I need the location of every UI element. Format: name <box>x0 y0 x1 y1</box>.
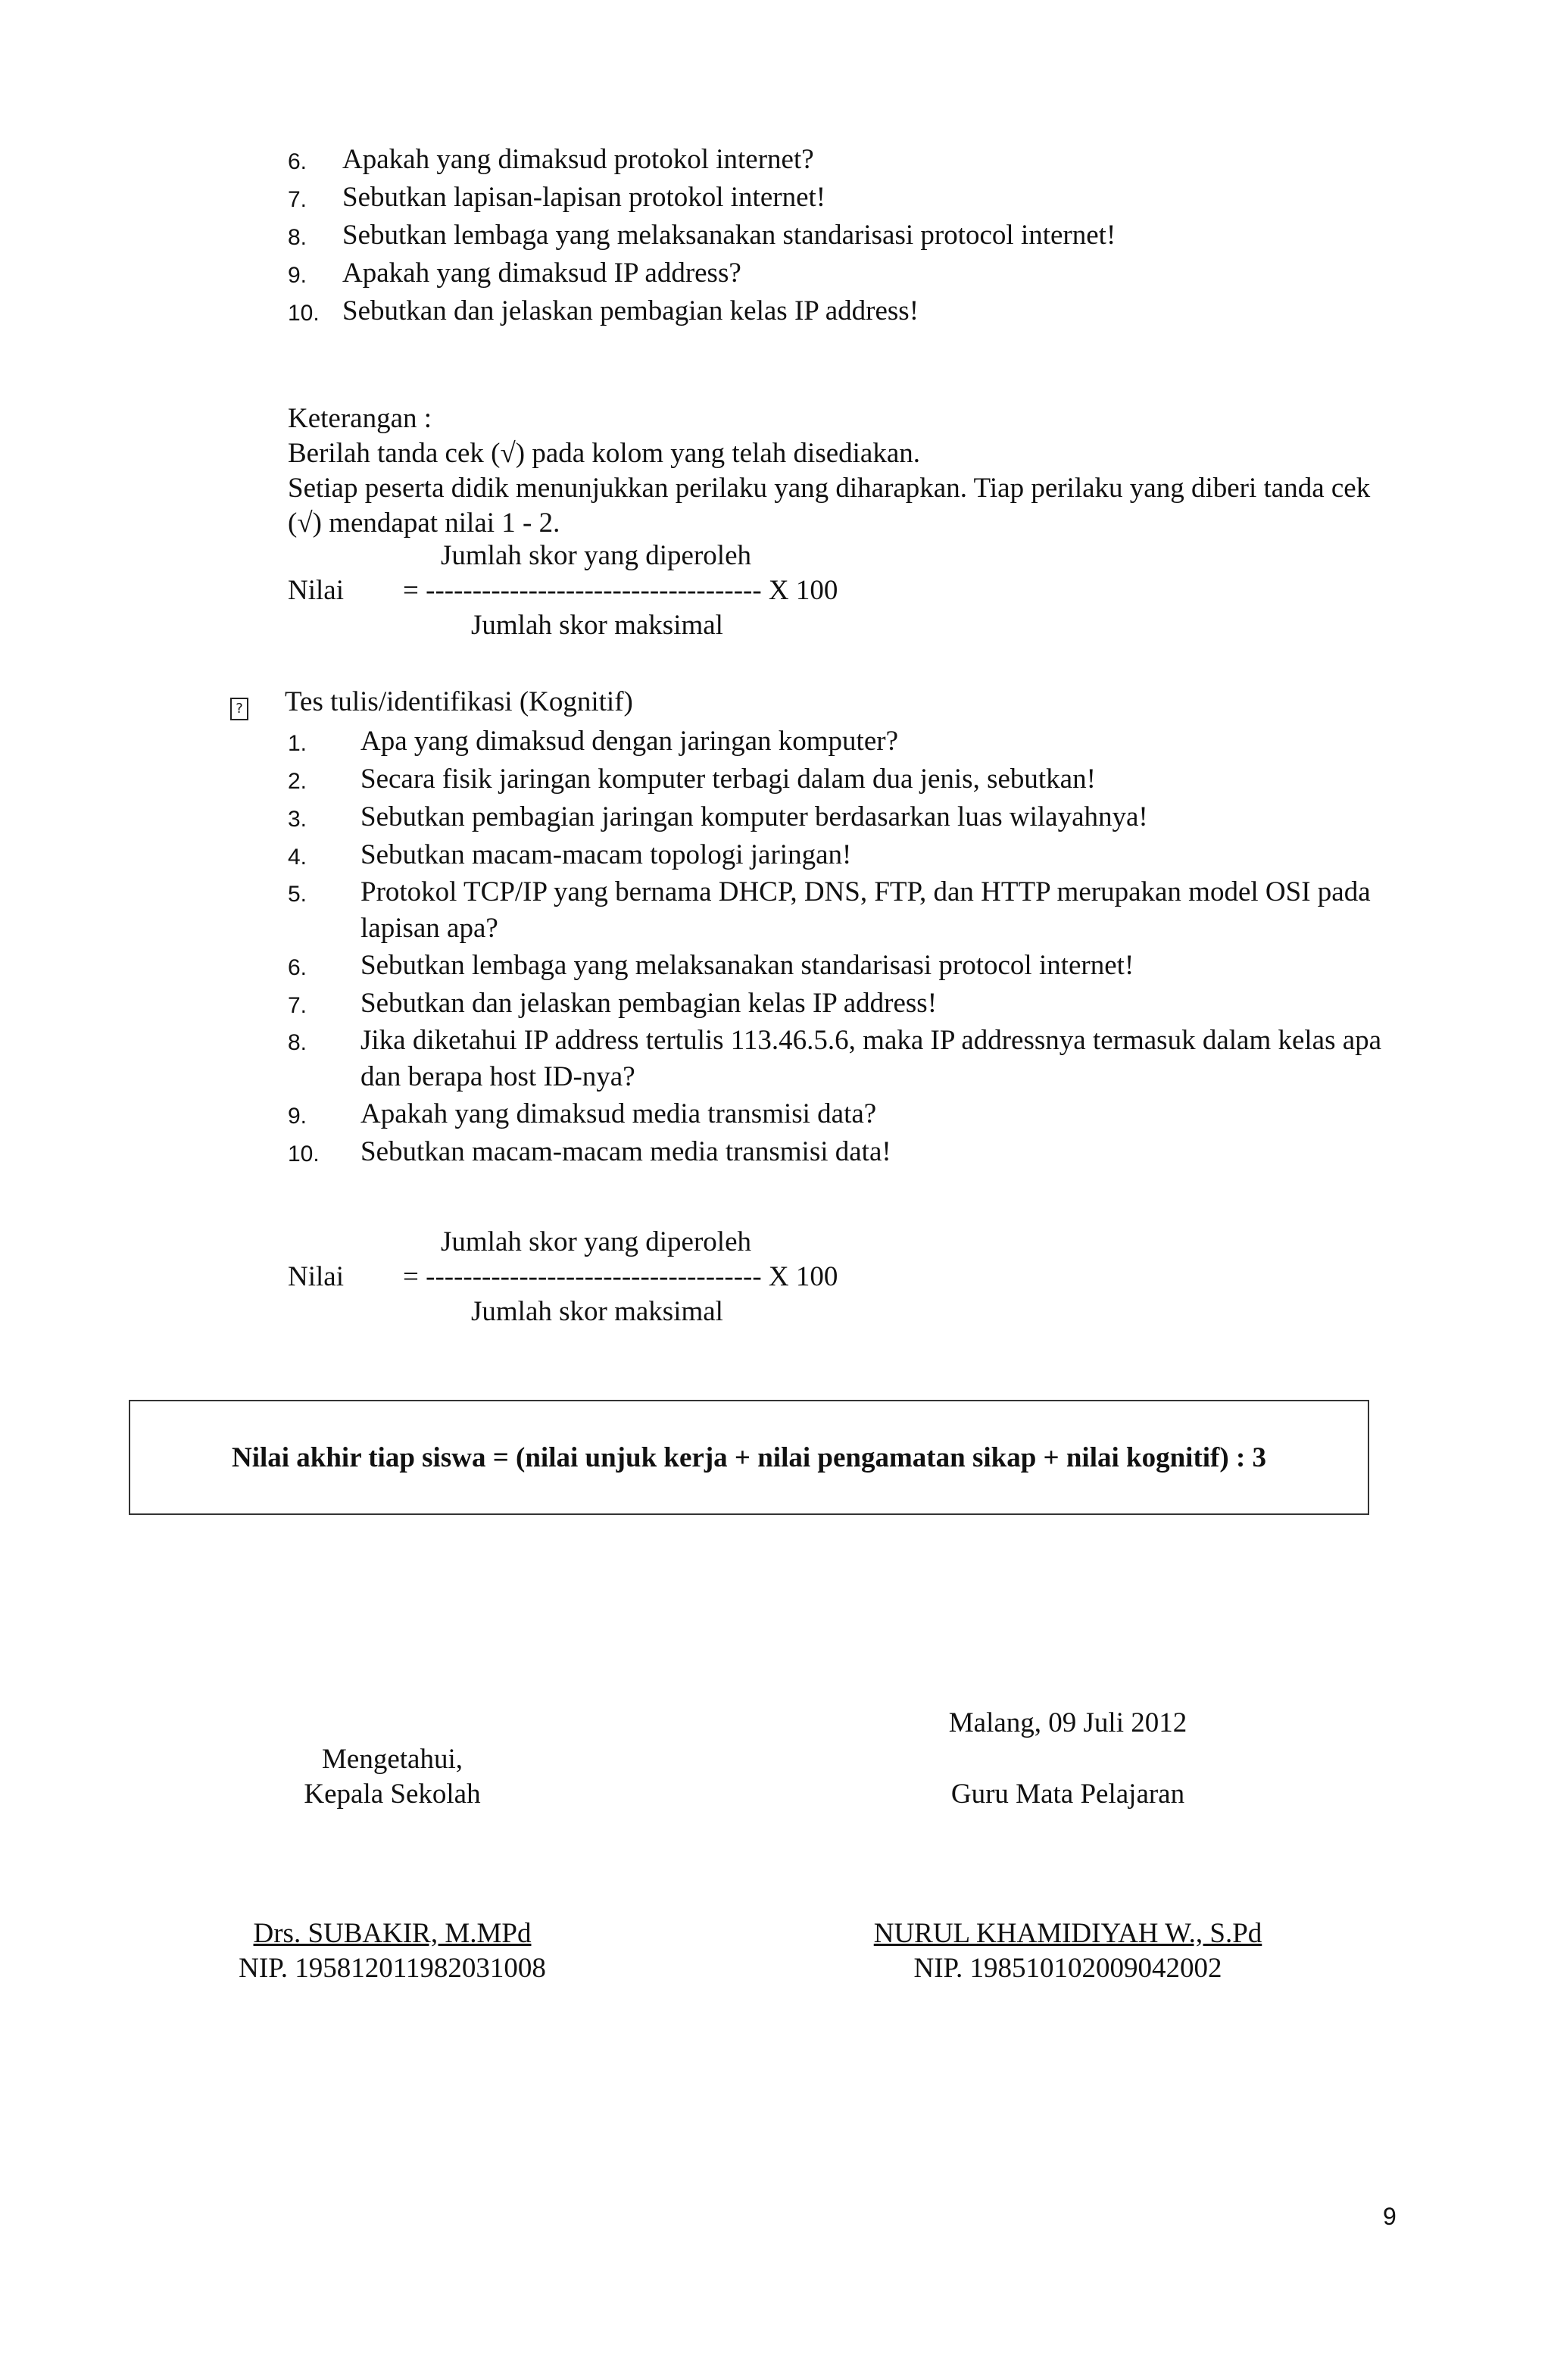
list-item <box>288 292 1116 330</box>
list-item <box>288 947 1421 985</box>
score-formula <box>288 1226 969 1332</box>
list-item <box>288 179 1116 217</box>
item-number: 10. <box>288 301 320 326</box>
item-text: Apakah yang dimaksud media transmisi data? <box>360 1098 877 1129</box>
list-item <box>288 217 1116 255</box>
score-formula <box>288 539 969 645</box>
formula-denominator: Jumlah skor maksimal <box>471 610 723 641</box>
section-heading-text: Tes tulis/identifikasi (Kognitif) <box>285 686 633 717</box>
item-text: Apakah yang dimaksud protokol internet? <box>342 144 814 175</box>
keterangan-block <box>288 401 1378 541</box>
final-score-box <box>129 1400 1369 1515</box>
formula-numerator: Jumlah skor yang diperoleh <box>441 1226 751 1257</box>
formula-label: Nilai <box>288 575 344 606</box>
item-number: 4. <box>288 845 307 870</box>
list-item <box>288 723 1421 761</box>
formula-fraction-line: = ------------------------------------ X 100 <box>403 575 838 606</box>
final-score-formula: Nilai akhir tiap siswa = (nilai unjuk kerja + nilai pengamatan sikap + nilai kognitif) : 3 <box>231 1441 1267 1473</box>
item-text: Apakah yang dimaksud IP address? <box>342 258 741 289</box>
item-text: Secara fisik jaringan komputer terbagi dalam dua jenis, sebutkan! <box>360 764 1096 795</box>
list-item <box>288 798 1421 836</box>
signature-left-acknowledge: Mengetahui, <box>322 1744 463 1775</box>
signature-right-nip: NIP. 198510102009042002 <box>913 1953 1222 1984</box>
page-number: 9 <box>1383 2203 1397 2230</box>
item-text: Sebutkan pembagian jaringan komputer berdasarkan luas wilayahnya! <box>360 801 1148 832</box>
item-number: 10. <box>288 1142 320 1167</box>
signature-right-name: NURUL KHAMIDIYAH W., S.Pd <box>873 1918 1262 1949</box>
item-text: Sebutkan dan jelaskan pembagian kelas IP address! <box>360 988 938 1019</box>
signature-left-nip: NIP. 195812011982031008 <box>239 1953 546 1984</box>
keterangan-line: Setiap peserta didik menunjukkan perilaku yang diharapkan. Tiap perilaku yang diberi tanda cek (√) mendapat nilai 1 - 2. <box>288 473 1371 539</box>
item-text: Sebutkan macam-macam topologi jaringan! <box>360 839 852 870</box>
signature-right-place-date: Malang, 09 Juli 2012 <box>948 1707 1187 1738</box>
formula-numerator: Jumlah skor yang diperoleh <box>441 540 751 571</box>
formula-fraction-line: = ------------------------------------ X 100 <box>403 1261 838 1292</box>
list-item <box>288 874 1421 947</box>
item-text: Sebutkan lembaga yang melaksanakan standarisasi protocol internet! <box>342 220 1116 251</box>
list-item <box>288 1095 1421 1133</box>
item-number: 9. <box>288 1104 307 1129</box>
question-list-part1 <box>288 141 1116 330</box>
item-text: Sebutkan lembaga yang melaksanakan standarisasi protocol internet! <box>360 950 1134 981</box>
missing-glyph-icon: ? <box>230 698 248 720</box>
signature-right-role: Guru Mata Pelajaran <box>950 1779 1185 1810</box>
section-heading <box>230 685 633 720</box>
item-text: Protokol TCP/IP yang bernama DHCP, DNS, FTP, dan HTTP merupakan model OSI pada lapisan apa? <box>360 876 1371 944</box>
item-text: Sebutkan dan jelaskan pembagian kelas IP address! <box>342 295 919 326</box>
item-number: 8. <box>288 225 307 250</box>
list-item <box>288 761 1421 798</box>
list-item <box>288 985 1421 1023</box>
item-text: Apa yang dimaksud dengan jaringan komputer? <box>360 726 898 757</box>
item-number: 5. <box>288 882 307 907</box>
item-number: 3. <box>288 807 307 832</box>
list-item <box>288 141 1116 179</box>
question-list-part2 <box>288 723 1421 1171</box>
formula-denominator: Jumlah skor maksimal <box>471 1296 723 1327</box>
item-text: Sebutkan lapisan-lapisan protokol internet! <box>342 182 826 213</box>
list-item <box>288 255 1116 292</box>
item-number: 8. <box>288 1030 307 1055</box>
list-item <box>288 836 1421 874</box>
item-number: 7. <box>288 187 307 212</box>
formula-label: Nilai <box>288 1261 344 1292</box>
item-number: 9. <box>288 263 307 288</box>
keterangan-line: Berilah tanda cek (√) pada kolom yang telah disediakan. <box>288 438 921 469</box>
signature-left-name: Drs. SUBAKIR, M.MPd <box>253 1918 532 1949</box>
item-number: 1. <box>288 731 307 756</box>
item-number: 2. <box>288 769 307 794</box>
signature-left-role: Kepala Sekolah <box>304 1779 481 1810</box>
list-item <box>288 1133 1421 1171</box>
item-text: Sebutkan macam-macam media transmisi data! <box>360 1136 891 1167</box>
item-number: 6. <box>288 955 307 980</box>
item-number: 6. <box>288 149 307 174</box>
list-item <box>288 1023 1421 1095</box>
keterangan-title: Keterangan : <box>288 403 432 434</box>
item-number: 7. <box>288 993 307 1018</box>
item-text: Jika diketahui IP address tertulis 113.46.5.6, maka IP addressnya termasuk dalam kelas apa dan berapa host ID-nya? <box>360 1025 1382 1092</box>
